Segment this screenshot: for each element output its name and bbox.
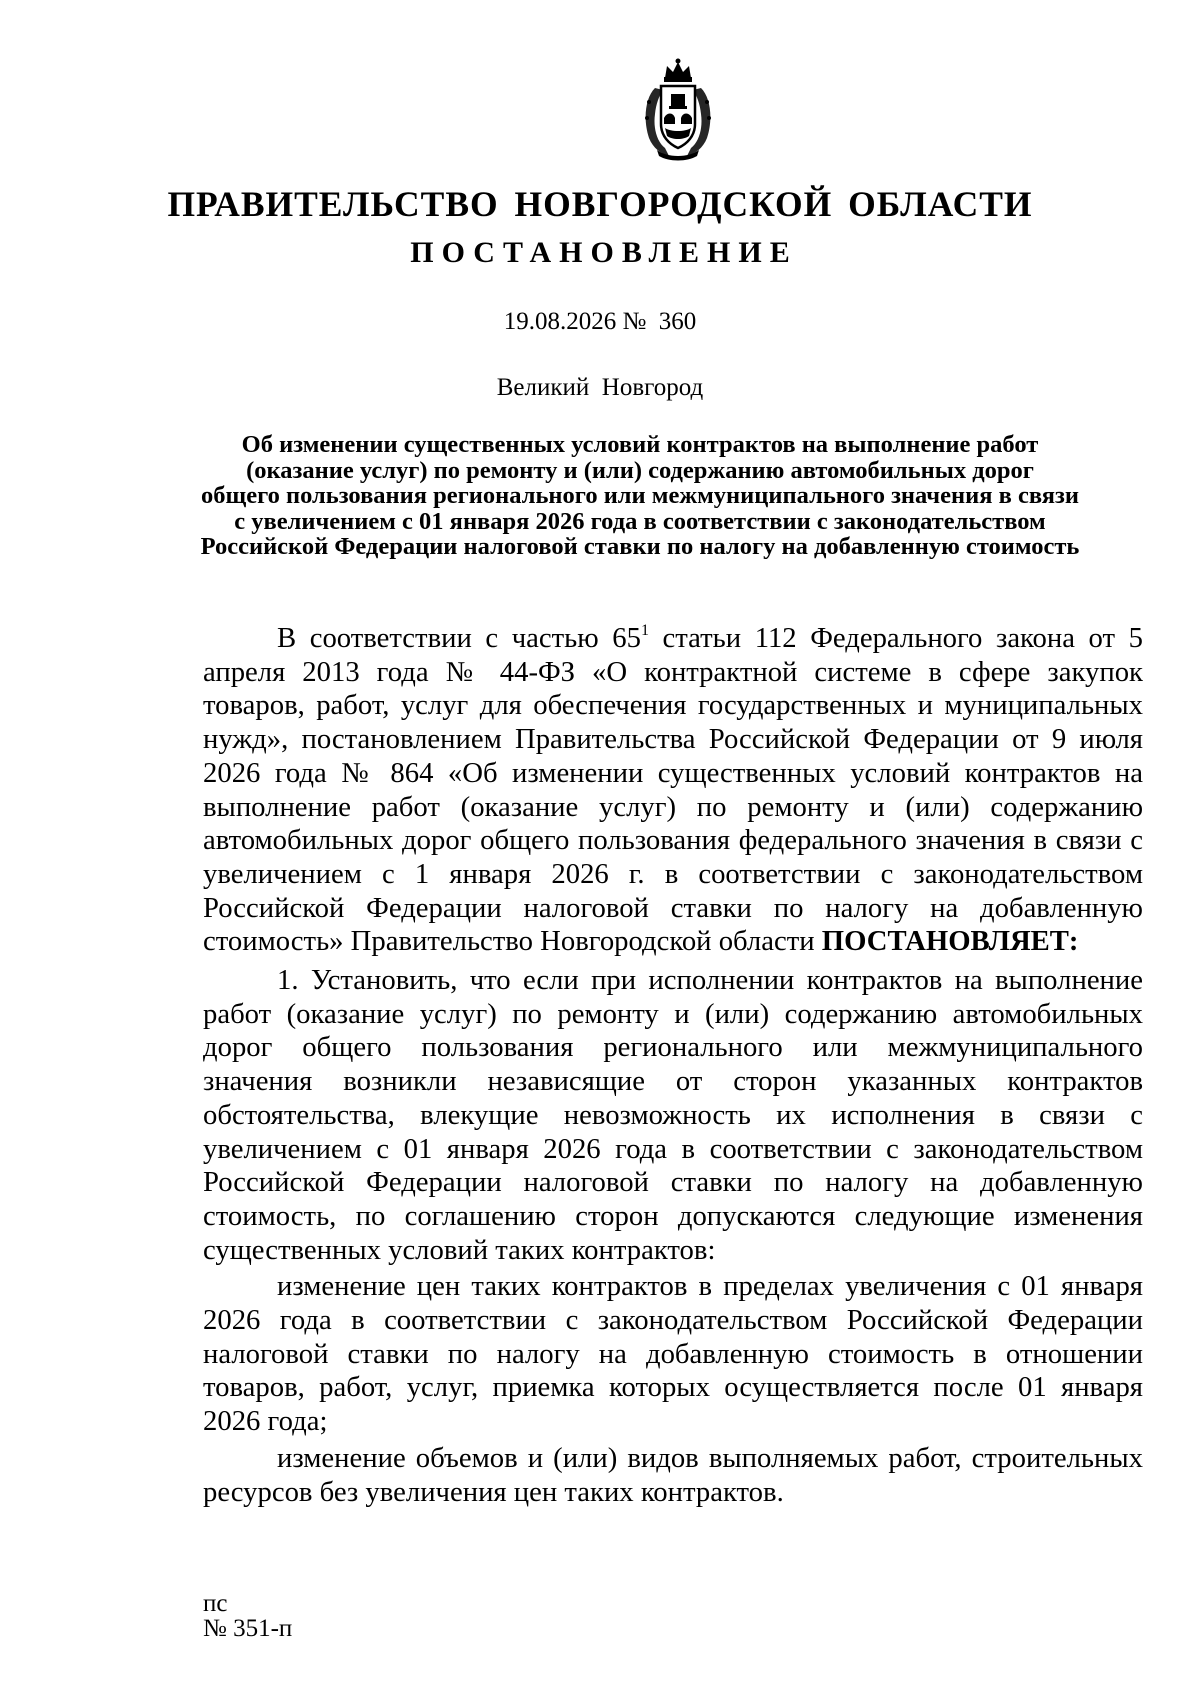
- preamble-text: статьи 112 Федерального закона от 5 апреля 2013 года № 44-ФЗ «О контрактной системе в сфере закупок товаров, работ, услуг для обеспечения государственных и муниципальных нужд», постановлением Правительства Российской Федерации от 9 июля 2026 года № 864 «Об изменении существенных условий контрактов на выполнение работ (оказание услуг) по ремонту и (или) содержанию автомобильных дорог общего пользования федерального значения в связи с увеличением с 1 января 2026 г. в соответствии с законодательством Российской Федерации налоговой ставки по налогу на добавленную стоимость» Правительство Новгородской области: [203, 622, 1143, 958]
- subject-line: (оказание услуг) по ремонту и (или) содержанию автомобильных дорог: [246, 456, 1034, 484]
- city-name: Великий Новгород: [496, 374, 704, 401]
- code-line: пс: [203, 1590, 228, 1617]
- preamble-start: В соответствии с частью 65: [277, 622, 641, 654]
- subject-line: Российской Федерации налоговой ставки по налогу на добавленную стоимость: [200, 533, 1080, 561]
- item-1-paragraph: 1. Установить, что если при исполнении контрактов на выполнение работ (оказание услуг) по ремонту и (или) содержанию автомобильных дорог общего пользования регионального или межмуниципального значения возникли независящие от сторон указанных контрактов обстоятельства, влекущие невозможность их исполнения в связи с увеличением с 01 января 2026 года в соответствии с законодательством Российской Федерации налоговой ставки по налогу на добавленную стоимость, по соглашению сторон допускаются следующие изменения существенных условий таких контрактов:: [203, 964, 1143, 1266]
- government-name: ПРАВИТЕЛЬСТВО НОВГОРОДСКОЙ ОБЛАСТИ: [167, 184, 1033, 224]
- subject-line: с увеличением с 01 января 2026 года в соответствии с законодательством: [234, 507, 1046, 535]
- superscript: 1: [640, 622, 649, 640]
- date-and-number: 19.08.2026 № 360: [503, 308, 697, 335]
- subject-line: общего пользования регионального или межмуниципального значения в связи: [201, 482, 1079, 510]
- item-1-subpoint-price: изменение цен таких контрактов в пределах увеличения с 01 января 2026 года в соответствии с законодательством Российской Федерации налоговой ставки по налогу на добавленную стоимость в отношении товаров, работ, услуг, приемка которых осуществляется после 01 января 2026 года;: [203, 1270, 1143, 1438]
- code-line: № 351-п: [203, 1615, 293, 1642]
- decree-word: ПОСТАНОВЛЯЕТ:: [821, 925, 1079, 958]
- item-1-subpoint-volume: изменение объемов и (или) видов выполняемых работ, строительных ресурсов без увеличения цен таких контрактов.: [203, 1441, 1143, 1508]
- coat-of-arms-icon: [637, 58, 719, 162]
- subject-line: Об изменении существенных условий контрактов на выполнение работ: [241, 431, 1039, 458]
- document-type: ПОСТАНОВЛЕНИЕ: [410, 236, 798, 269]
- document-body: [203, 622, 1143, 1509]
- document-code: [203, 1591, 292, 1641]
- document-subject: [190, 432, 1090, 560]
- preamble-paragraph: [203, 622, 1143, 959]
